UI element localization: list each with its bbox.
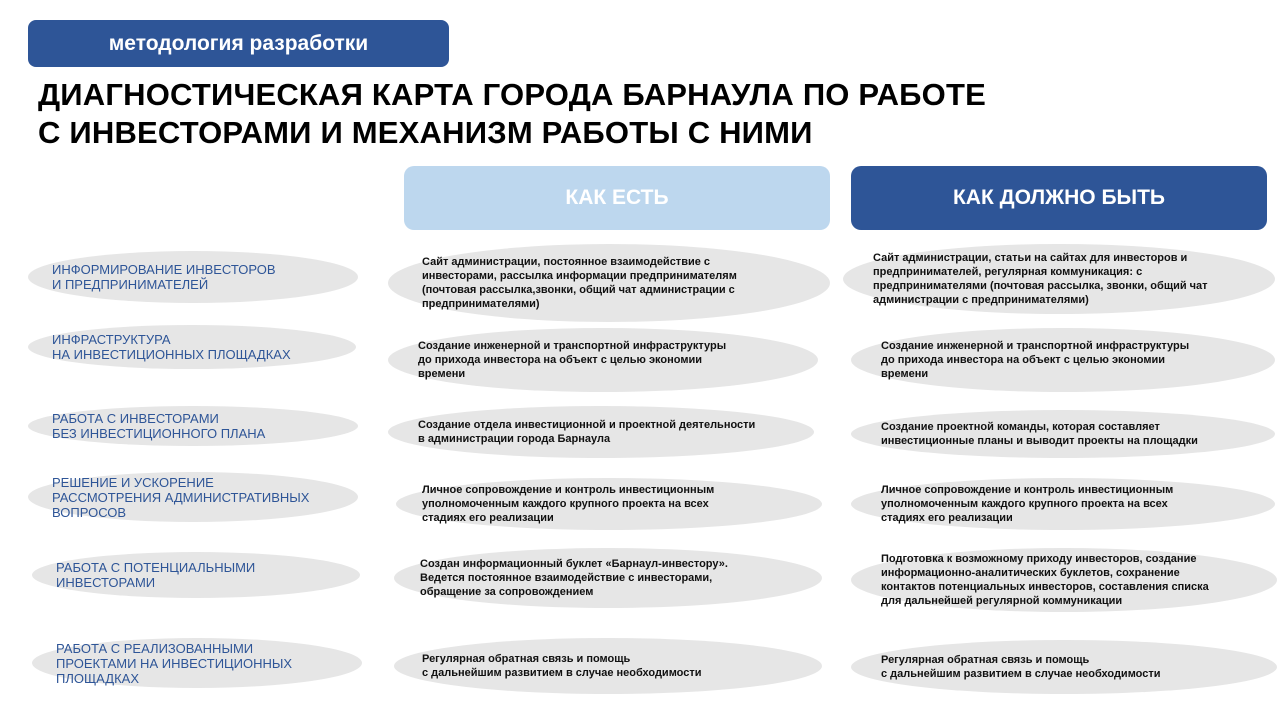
row-label-potential-investors: РАБОТА С ПОТЕНЦИАЛЬНЫМИ ИНВЕСТОРАМИ <box>32 552 360 598</box>
as-is-cell-implemented-projects: Регулярная обратная связь и помощь с дальнейшим развитием в случае необходимости <box>394 638 822 694</box>
row-label-no-plan: РАБОТА С ИНВЕСТОРАМИ БЕЗ ИНВЕСТИЦИОННОГО ПЛАНА <box>28 406 358 446</box>
to-be-cell-implemented-projects: Регулярная обратная связь и помощь с дальнейшим развитием в случае необходимости <box>851 640 1277 694</box>
page-title-line-2: С ИНВЕСТОРАМИ И МЕХАНИЗМ РАБОТЫ С НИМИ <box>38 115 813 150</box>
row-label-infrastructure: ИНФРАСТРУКТУРА НА ИНВЕСТИЦИОННЫХ ПЛОЩАДКАХ <box>28 325 356 369</box>
as-is-cell-potential-investors: Создан информационный буклет «Барнаул-инвестору». Ведется постоянное взаимодействие с инвесторами, обращение за сопровождением <box>394 548 822 608</box>
to-be-cell-informing: Сайт администрации, статьи на сайтах для инвесторов и предпринимателей, регулярная коммуникация: с предпринимателями (почтовая рассылка, звонки, общий чат администрации с предпринимателями) <box>843 244 1275 314</box>
as-is-cell-infrastructure: Создание инженерной и транспортной инфраструктуры до прихода инвестора на объект с целью экономии времени <box>388 328 818 392</box>
column-header-to-be: КАК ДОЛЖНО БЫТЬ <box>851 166 1267 230</box>
row-label-implemented-projects: РАБОТА С РЕАЛИЗОВАННЫМИ ПРОЕКТАМИ НА ИНВЕСТИЦИОННЫХ ПЛОЩАДКАХ <box>32 638 362 688</box>
to-be-cell-infrastructure: Создание инженерной и транспортной инфраструктуры до прихода инвестора на объект с целью экономии времени <box>851 328 1275 392</box>
to-be-cell-administrative: Личное сопровождение и контроль инвестиционным уполномоченным каждого крупного проекта на всех стадиях его реализации <box>851 478 1275 530</box>
to-be-cell-potential-investors: Подготовка к возможному приходу инвесторов, создание информационно-аналитических буклетов, сохранение контактов потенциальных инвесторов, составления списка для дальнейшей регулярной коммуникации <box>851 548 1277 612</box>
page-title-line-1: ДИАГНОСТИЧЕСКАЯ КАРТА ГОРОДА БАРНАУЛА ПО РАБОТЕ <box>38 77 986 112</box>
as-is-cell-no-plan: Создание отдела инвестиционной и проектной деятельности в администрации города Барнаула <box>388 406 814 458</box>
as-is-cell-informing: Сайт администрации, постоянное взаимодействие с инвесторами, рассылка информации предпринимателям (почтовая рассылка,звонки, общий чат администрации с предпринимателями) <box>388 244 830 322</box>
section-tag: методология разработки <box>28 20 449 67</box>
row-label-administrative: РЕШЕНИЕ И УСКОРЕНИЕ РАССМОТРЕНИЯ АДМИНИСТРАТИВНЫХ ВОПРОСОВ <box>28 472 358 522</box>
page-title <box>38 76 1038 152</box>
column-header-as-is: КАК ЕСТЬ <box>404 166 830 230</box>
row-label-informing: ИНФОРМИРОВАНИЕ ИНВЕСТОРОВ И ПРЕДПРИНИМАТЕЛЕЙ <box>28 251 358 303</box>
to-be-cell-no-plan: Создание проектной команды, которая составляет инвестиционные планы и выводит проекты на площадки <box>851 410 1275 458</box>
as-is-cell-administrative: Личное сопровождение и контроль инвестиционным уполномоченным каждого крупного проекта на всех стадиях его реализации <box>396 478 822 530</box>
